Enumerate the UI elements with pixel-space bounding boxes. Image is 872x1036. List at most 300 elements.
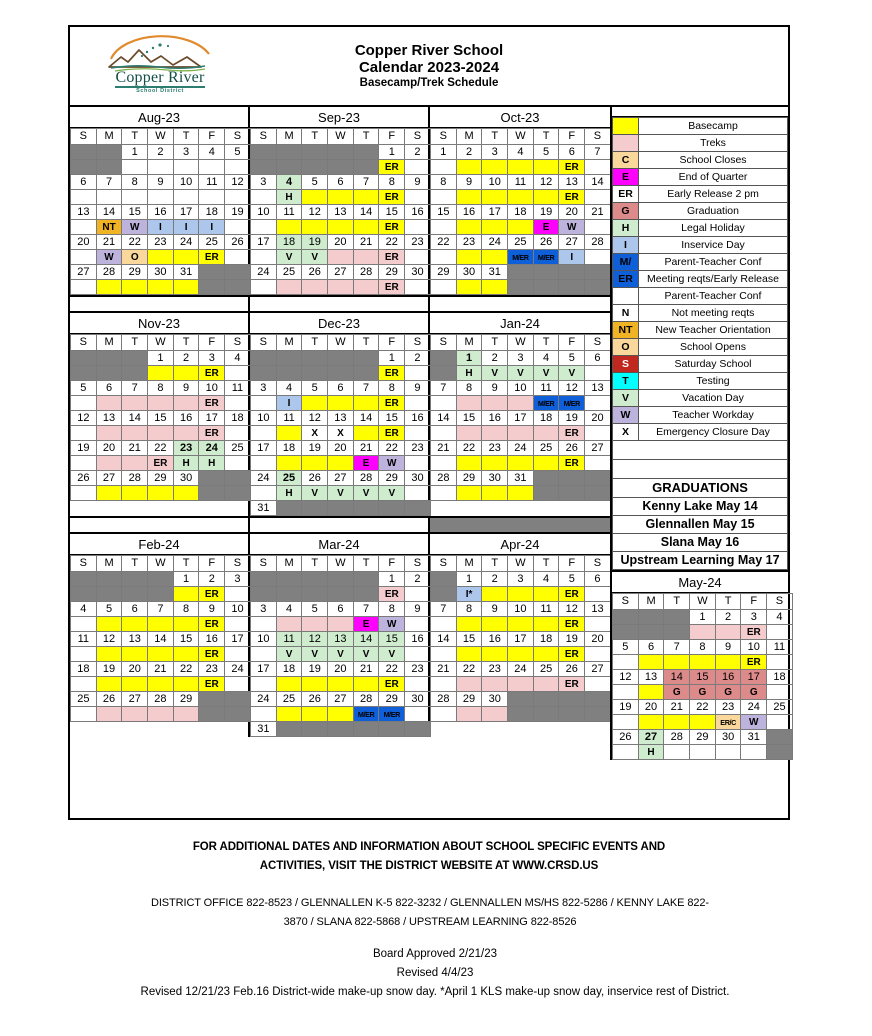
day-cell[interactable]: 13 bbox=[122, 632, 148, 647]
day-cell[interactable]: 10 bbox=[508, 602, 534, 617]
day-cell[interactable]: 6 bbox=[96, 381, 122, 396]
day-cell[interactable]: 16 bbox=[405, 411, 431, 426]
day-cell[interactable]: 2 bbox=[173, 351, 199, 366]
day-cell[interactable]: 5 bbox=[559, 572, 585, 587]
day-cell[interactable]: 11 bbox=[276, 632, 302, 647]
day-cell[interactable]: 3 bbox=[173, 145, 199, 160]
day-cell[interactable]: 29 bbox=[431, 265, 457, 280]
day-cell[interactable]: 23 bbox=[405, 441, 431, 456]
day-cell[interactable]: 21 bbox=[148, 662, 174, 677]
day-cell[interactable]: 28 bbox=[585, 235, 611, 250]
day-cell[interactable]: 14 bbox=[585, 175, 611, 190]
day-cell[interactable]: 18 bbox=[533, 632, 559, 647]
day-cell[interactable]: 7 bbox=[122, 381, 148, 396]
day-cell[interactable]: 27 bbox=[585, 441, 611, 456]
day-cell[interactable]: 5 bbox=[302, 175, 328, 190]
day-cell[interactable]: 22 bbox=[379, 441, 405, 456]
day-cell[interactable]: 20 bbox=[585, 632, 611, 647]
day-cell[interactable]: 5 bbox=[71, 381, 97, 396]
day-cell[interactable]: 8 bbox=[690, 640, 716, 655]
day-cell[interactable]: 22 bbox=[379, 662, 405, 677]
day-cell[interactable]: 28 bbox=[96, 265, 122, 280]
day-cell[interactable]: 31 bbox=[251, 501, 277, 516]
day-cell[interactable]: 18 bbox=[276, 441, 302, 456]
day-cell[interactable]: 1 bbox=[431, 145, 457, 160]
day-cell[interactable]: 1 bbox=[379, 351, 405, 366]
day-cell[interactable]: 7 bbox=[96, 175, 122, 190]
day-cell[interactable]: 24 bbox=[251, 471, 277, 486]
day-cell[interactable]: 12 bbox=[71, 411, 97, 426]
day-cell[interactable]: 28 bbox=[431, 471, 457, 486]
day-cell[interactable]: 17 bbox=[482, 205, 508, 220]
day-cell[interactable]: 19 bbox=[302, 441, 328, 456]
day-cell[interactable]: 6 bbox=[585, 572, 611, 587]
day-cell[interactable]: 26 bbox=[96, 692, 122, 707]
day-cell[interactable]: 8 bbox=[456, 381, 482, 396]
day-cell[interactable]: 7 bbox=[148, 602, 174, 617]
day-cell[interactable]: 4 bbox=[533, 572, 559, 587]
day-cell[interactable]: 25 bbox=[508, 235, 534, 250]
day-cell[interactable]: 22 bbox=[690, 700, 716, 715]
day-cell[interactable]: 25 bbox=[225, 441, 251, 456]
day-cell[interactable]: 24 bbox=[508, 441, 534, 456]
day-cell[interactable]: 14 bbox=[122, 411, 148, 426]
day-cell[interactable]: 21 bbox=[664, 700, 690, 715]
day-cell[interactable]: 23 bbox=[715, 700, 741, 715]
day-cell[interactable]: 17 bbox=[508, 411, 534, 426]
day-cell[interactable]: 19 bbox=[225, 205, 251, 220]
day-cell[interactable]: 15 bbox=[456, 632, 482, 647]
day-cell[interactable]: 30 bbox=[456, 265, 482, 280]
day-cell[interactable]: 27 bbox=[559, 235, 585, 250]
day-cell[interactable]: 1 bbox=[690, 610, 716, 625]
day-cell[interactable]: 12 bbox=[559, 602, 585, 617]
day-cell[interactable]: 8 bbox=[173, 602, 199, 617]
day-cell[interactable]: 31 bbox=[482, 265, 508, 280]
day-cell[interactable]: 15 bbox=[431, 205, 457, 220]
day-cell[interactable]: 24 bbox=[508, 662, 534, 677]
day-cell[interactable]: 9 bbox=[715, 640, 741, 655]
day-cell[interactable]: 1 bbox=[173, 572, 199, 587]
day-cell[interactable]: 30 bbox=[405, 471, 431, 486]
day-cell[interactable]: 20 bbox=[71, 235, 97, 250]
day-cell[interactable]: 22 bbox=[456, 662, 482, 677]
day-cell[interactable]: 7 bbox=[353, 175, 379, 190]
day-cell[interactable]: 14 bbox=[664, 670, 690, 685]
day-cell[interactable]: 4 bbox=[276, 175, 302, 190]
day-cell[interactable]: 13 bbox=[559, 175, 585, 190]
day-cell[interactable]: 12 bbox=[302, 632, 328, 647]
day-cell[interactable]: 23 bbox=[482, 441, 508, 456]
day-cell[interactable]: 26 bbox=[559, 441, 585, 456]
day-cell[interactable]: 11 bbox=[276, 205, 302, 220]
day-cell[interactable]: 25 bbox=[276, 265, 302, 280]
day-cell[interactable]: 9 bbox=[405, 381, 431, 396]
day-cell[interactable]: 13 bbox=[328, 411, 354, 426]
day-cell[interactable]: 22 bbox=[122, 235, 148, 250]
day-cell[interactable]: 10 bbox=[251, 411, 277, 426]
day-cell[interactable]: 24 bbox=[251, 265, 277, 280]
day-cell[interactable]: 9 bbox=[173, 381, 199, 396]
day-cell[interactable]: 29 bbox=[456, 471, 482, 486]
day-cell[interactable]: 5 bbox=[302, 602, 328, 617]
day-cell[interactable]: 2 bbox=[148, 145, 174, 160]
day-cell[interactable]: 23 bbox=[482, 662, 508, 677]
day-cell[interactable]: 11 bbox=[533, 602, 559, 617]
day-cell[interactable]: 23 bbox=[199, 662, 225, 677]
day-cell[interactable]: 28 bbox=[664, 730, 690, 745]
day-cell[interactable]: 10 bbox=[225, 602, 251, 617]
day-cell[interactable]: 24 bbox=[251, 692, 277, 707]
day-cell[interactable]: 11 bbox=[508, 175, 534, 190]
day-cell[interactable]: 14 bbox=[431, 411, 457, 426]
day-cell[interactable]: 17 bbox=[173, 205, 199, 220]
day-cell[interactable]: 20 bbox=[122, 662, 148, 677]
day-cell[interactable]: 30 bbox=[173, 471, 199, 486]
day-cell[interactable]: 3 bbox=[508, 572, 534, 587]
day-cell[interactable]: 6 bbox=[559, 145, 585, 160]
day-cell[interactable]: 11 bbox=[533, 381, 559, 396]
day-cell[interactable]: 21 bbox=[431, 441, 457, 456]
day-cell[interactable]: 13 bbox=[328, 632, 354, 647]
day-cell[interactable]: 13 bbox=[585, 381, 611, 396]
day-cell[interactable]: 28 bbox=[122, 471, 148, 486]
day-cell[interactable]: 26 bbox=[225, 235, 251, 250]
day-cell[interactable]: 29 bbox=[148, 471, 174, 486]
day-cell[interactable]: 9 bbox=[405, 175, 431, 190]
day-cell[interactable]: 12 bbox=[225, 175, 251, 190]
day-cell[interactable]: 31 bbox=[251, 722, 277, 737]
day-cell[interactable]: 9 bbox=[199, 602, 225, 617]
day-cell[interactable]: 17 bbox=[251, 441, 277, 456]
day-cell[interactable]: 27 bbox=[638, 730, 664, 745]
day-cell[interactable]: 29 bbox=[690, 730, 716, 745]
day-cell[interactable]: 28 bbox=[353, 265, 379, 280]
day-cell[interactable]: 22 bbox=[173, 662, 199, 677]
day-cell[interactable]: 21 bbox=[431, 662, 457, 677]
day-cell[interactable]: 27 bbox=[328, 265, 354, 280]
day-cell[interactable]: 3 bbox=[741, 610, 767, 625]
day-cell[interactable]: 19 bbox=[302, 662, 328, 677]
day-cell[interactable]: 20 bbox=[328, 235, 354, 250]
day-cell[interactable]: 25 bbox=[533, 662, 559, 677]
day-cell[interactable]: 3 bbox=[251, 602, 277, 617]
day-cell[interactable]: 26 bbox=[71, 471, 97, 486]
day-cell[interactable]: 17 bbox=[251, 662, 277, 677]
day-cell[interactable]: 8 bbox=[379, 381, 405, 396]
day-cell[interactable]: 13 bbox=[96, 411, 122, 426]
day-cell[interactable]: 4 bbox=[508, 145, 534, 160]
day-cell[interactable]: 20 bbox=[328, 441, 354, 456]
day-cell[interactable]: 7 bbox=[664, 640, 690, 655]
day-cell[interactable]: 27 bbox=[71, 265, 97, 280]
day-cell[interactable]: 13 bbox=[328, 205, 354, 220]
day-cell[interactable]: 5 bbox=[96, 602, 122, 617]
day-cell[interactable]: 28 bbox=[353, 471, 379, 486]
day-cell[interactable]: 17 bbox=[199, 411, 225, 426]
day-cell[interactable]: 16 bbox=[199, 632, 225, 647]
day-cell[interactable]: 20 bbox=[638, 700, 664, 715]
day-cell[interactable]: 20 bbox=[585, 411, 611, 426]
day-cell[interactable]: 12 bbox=[96, 632, 122, 647]
day-cell[interactable]: 25 bbox=[276, 692, 302, 707]
day-cell[interactable]: 13 bbox=[71, 205, 97, 220]
day-cell[interactable]: 19 bbox=[71, 441, 97, 456]
day-cell[interactable]: 22 bbox=[431, 235, 457, 250]
day-cell[interactable]: 2 bbox=[482, 351, 508, 366]
day-cell[interactable]: 18 bbox=[276, 235, 302, 250]
day-cell[interactable]: 28 bbox=[148, 692, 174, 707]
day-cell[interactable]: 25 bbox=[276, 471, 302, 486]
day-cell[interactable]: 16 bbox=[405, 205, 431, 220]
day-cell[interactable]: 25 bbox=[767, 700, 793, 715]
day-cell[interactable]: 29 bbox=[456, 692, 482, 707]
day-cell[interactable]: 3 bbox=[199, 351, 225, 366]
day-cell[interactable]: 16 bbox=[715, 670, 741, 685]
day-cell[interactable]: 19 bbox=[559, 632, 585, 647]
day-cell[interactable]: 20 bbox=[96, 441, 122, 456]
day-cell[interactable]: 27 bbox=[96, 471, 122, 486]
day-cell[interactable]: 30 bbox=[405, 265, 431, 280]
day-cell[interactable]: 4 bbox=[767, 610, 793, 625]
day-cell[interactable]: 3 bbox=[482, 145, 508, 160]
day-cell[interactable]: 21 bbox=[585, 205, 611, 220]
day-cell[interactable]: 15 bbox=[379, 632, 405, 647]
day-cell[interactable]: 17 bbox=[225, 632, 251, 647]
day-cell[interactable]: 1 bbox=[122, 145, 148, 160]
day-cell[interactable]: 24 bbox=[482, 235, 508, 250]
day-cell[interactable]: 19 bbox=[96, 662, 122, 677]
day-cell[interactable]: 26 bbox=[302, 692, 328, 707]
day-cell[interactable]: 1 bbox=[456, 572, 482, 587]
day-cell[interactable]: 5 bbox=[613, 640, 639, 655]
day-cell[interactable]: 1 bbox=[379, 572, 405, 587]
day-cell[interactable]: 16 bbox=[148, 205, 174, 220]
day-cell[interactable]: 26 bbox=[559, 662, 585, 677]
day-cell[interactable]: 20 bbox=[328, 662, 354, 677]
day-cell[interactable]: 29 bbox=[379, 692, 405, 707]
day-cell[interactable]: 11 bbox=[276, 411, 302, 426]
day-cell[interactable]: 28 bbox=[353, 692, 379, 707]
day-cell[interactable]: 4 bbox=[71, 602, 97, 617]
day-cell[interactable]: 31 bbox=[508, 471, 534, 486]
day-cell[interactable]: 10 bbox=[251, 632, 277, 647]
day-cell[interactable]: 2 bbox=[199, 572, 225, 587]
day-cell[interactable]: 31 bbox=[173, 265, 199, 280]
day-cell[interactable]: 27 bbox=[328, 692, 354, 707]
day-cell[interactable]: 5 bbox=[559, 351, 585, 366]
day-cell[interactable]: 14 bbox=[353, 411, 379, 426]
day-cell[interactable]: 18 bbox=[199, 205, 225, 220]
day-cell[interactable]: 12 bbox=[302, 205, 328, 220]
day-cell[interactable]: 23 bbox=[405, 662, 431, 677]
day-cell[interactable]: 7 bbox=[353, 381, 379, 396]
day-cell[interactable]: 17 bbox=[741, 670, 767, 685]
day-cell[interactable]: 16 bbox=[482, 411, 508, 426]
day-cell[interactable]: 15 bbox=[379, 411, 405, 426]
day-cell[interactable]: 8 bbox=[122, 175, 148, 190]
day-cell[interactable]: 9 bbox=[148, 175, 174, 190]
day-cell[interactable]: 26 bbox=[302, 471, 328, 486]
day-cell[interactable]: 1 bbox=[148, 351, 174, 366]
day-cell[interactable]: 5 bbox=[302, 381, 328, 396]
day-cell[interactable]: 9 bbox=[405, 602, 431, 617]
day-cell[interactable]: 4 bbox=[225, 351, 251, 366]
day-cell[interactable]: 15 bbox=[148, 411, 174, 426]
day-cell[interactable]: 14 bbox=[353, 205, 379, 220]
day-cell[interactable]: 15 bbox=[456, 411, 482, 426]
day-cell[interactable]: 10 bbox=[508, 381, 534, 396]
day-cell[interactable]: 1 bbox=[456, 351, 482, 366]
day-cell[interactable]: 2 bbox=[405, 572, 431, 587]
day-cell[interactable]: 15 bbox=[379, 205, 405, 220]
day-cell[interactable]: 7 bbox=[353, 602, 379, 617]
day-cell[interactable]: 19 bbox=[533, 205, 559, 220]
day-cell[interactable]: 28 bbox=[431, 692, 457, 707]
day-cell[interactable]: 7 bbox=[431, 602, 457, 617]
day-cell[interactable]: 27 bbox=[585, 662, 611, 677]
day-cell[interactable]: 15 bbox=[173, 632, 199, 647]
day-cell[interactable]: 18 bbox=[533, 411, 559, 426]
day-cell[interactable]: 12 bbox=[613, 670, 639, 685]
day-cell[interactable]: 8 bbox=[379, 175, 405, 190]
day-cell[interactable]: 13 bbox=[585, 602, 611, 617]
day-cell[interactable]: 1 bbox=[379, 145, 405, 160]
day-cell[interactable]: 26 bbox=[302, 265, 328, 280]
day-cell[interactable]: 6 bbox=[585, 351, 611, 366]
day-cell[interactable]: 21 bbox=[122, 441, 148, 456]
day-cell[interactable]: 9 bbox=[482, 381, 508, 396]
day-cell[interactable]: 2 bbox=[715, 610, 741, 625]
day-cell[interactable]: 11 bbox=[199, 175, 225, 190]
day-cell[interactable]: 5 bbox=[533, 145, 559, 160]
day-cell[interactable]: 14 bbox=[148, 632, 174, 647]
day-cell[interactable]: 4 bbox=[533, 351, 559, 366]
day-cell[interactable]: 7 bbox=[585, 145, 611, 160]
day-cell[interactable]: 22 bbox=[148, 441, 174, 456]
day-cell[interactable]: 6 bbox=[638, 640, 664, 655]
day-cell[interactable]: 18 bbox=[225, 411, 251, 426]
day-cell[interactable]: 23 bbox=[405, 235, 431, 250]
day-cell[interactable]: 8 bbox=[148, 381, 174, 396]
day-cell[interactable]: 2 bbox=[456, 145, 482, 160]
day-cell[interactable]: 24 bbox=[199, 441, 225, 456]
day-cell[interactable]: 19 bbox=[559, 411, 585, 426]
day-cell[interactable]: 24 bbox=[741, 700, 767, 715]
day-cell[interactable]: 30 bbox=[715, 730, 741, 745]
day-cell[interactable]: 26 bbox=[613, 730, 639, 745]
day-cell[interactable]: 6 bbox=[122, 602, 148, 617]
day-cell[interactable]: 20 bbox=[559, 205, 585, 220]
day-cell[interactable]: 11 bbox=[225, 381, 251, 396]
day-cell[interactable]: 16 bbox=[405, 632, 431, 647]
day-cell[interactable]: 10 bbox=[741, 640, 767, 655]
day-cell[interactable]: 14 bbox=[353, 632, 379, 647]
day-cell[interactable]: 11 bbox=[767, 640, 793, 655]
day-cell[interactable]: 25 bbox=[199, 235, 225, 250]
day-cell[interactable]: 10 bbox=[199, 381, 225, 396]
day-cell[interactable]: 6 bbox=[328, 381, 354, 396]
day-cell[interactable]: 6 bbox=[328, 175, 354, 190]
day-cell[interactable]: 24 bbox=[173, 235, 199, 250]
day-cell[interactable]: 15 bbox=[690, 670, 716, 685]
day-cell[interactable]: 17 bbox=[508, 632, 534, 647]
day-cell[interactable]: 29 bbox=[122, 265, 148, 280]
day-cell[interactable]: 29 bbox=[379, 471, 405, 486]
day-cell[interactable]: 9 bbox=[456, 175, 482, 190]
day-cell[interactable]: 16 bbox=[456, 205, 482, 220]
day-cell[interactable]: 23 bbox=[456, 235, 482, 250]
day-cell[interactable]: 24 bbox=[225, 662, 251, 677]
day-cell[interactable]: 13 bbox=[638, 670, 664, 685]
day-cell[interactable]: 5 bbox=[225, 145, 251, 160]
day-cell[interactable]: 3 bbox=[251, 381, 277, 396]
day-cell[interactable]: 18 bbox=[71, 662, 97, 677]
day-cell[interactable]: 22 bbox=[379, 235, 405, 250]
day-cell[interactable]: 7 bbox=[431, 381, 457, 396]
day-cell[interactable]: 4 bbox=[276, 381, 302, 396]
day-cell[interactable]: 23 bbox=[148, 235, 174, 250]
day-cell[interactable]: 10 bbox=[251, 205, 277, 220]
day-cell[interactable]: 6 bbox=[71, 175, 97, 190]
day-cell[interactable]: 10 bbox=[173, 175, 199, 190]
day-cell[interactable]: 23 bbox=[173, 441, 199, 456]
day-cell[interactable]: 8 bbox=[431, 175, 457, 190]
day-cell[interactable]: 18 bbox=[767, 670, 793, 685]
day-cell[interactable]: 19 bbox=[302, 235, 328, 250]
day-cell[interactable]: 12 bbox=[559, 381, 585, 396]
day-cell[interactable]: 30 bbox=[482, 692, 508, 707]
day-cell[interactable]: 18 bbox=[508, 205, 534, 220]
day-cell[interactable]: 9 bbox=[482, 602, 508, 617]
day-cell[interactable]: 30 bbox=[405, 692, 431, 707]
day-cell[interactable]: 3 bbox=[225, 572, 251, 587]
day-cell[interactable]: 25 bbox=[533, 441, 559, 456]
day-cell[interactable]: 31 bbox=[741, 730, 767, 745]
day-cell[interactable]: 21 bbox=[353, 662, 379, 677]
day-cell[interactable]: 11 bbox=[71, 632, 97, 647]
day-cell[interactable]: 17 bbox=[251, 235, 277, 250]
day-cell[interactable]: 12 bbox=[302, 411, 328, 426]
day-cell[interactable]: 27 bbox=[122, 692, 148, 707]
day-cell[interactable]: 21 bbox=[96, 235, 122, 250]
day-cell[interactable]: 4 bbox=[276, 602, 302, 617]
day-cell[interactable]: 29 bbox=[173, 692, 199, 707]
day-cell[interactable]: 25 bbox=[71, 692, 97, 707]
day-cell[interactable]: 21 bbox=[353, 235, 379, 250]
day-cell[interactable]: 26 bbox=[533, 235, 559, 250]
day-cell[interactable]: 21 bbox=[353, 441, 379, 456]
day-cell[interactable]: 6 bbox=[328, 602, 354, 617]
day-cell[interactable]: 8 bbox=[379, 602, 405, 617]
day-cell[interactable]: 19 bbox=[613, 700, 639, 715]
day-cell[interactable]: 3 bbox=[508, 351, 534, 366]
day-cell[interactable]: 22 bbox=[456, 441, 482, 456]
day-cell[interactable]: 18 bbox=[276, 662, 302, 677]
day-cell[interactable]: 2 bbox=[482, 572, 508, 587]
day-cell[interactable]: 12 bbox=[533, 175, 559, 190]
day-cell[interactable]: 2 bbox=[405, 145, 431, 160]
day-cell[interactable]: 10 bbox=[482, 175, 508, 190]
day-cell[interactable]: 16 bbox=[482, 632, 508, 647]
day-cell[interactable]: 29 bbox=[379, 265, 405, 280]
day-cell[interactable]: 2 bbox=[405, 351, 431, 366]
day-cell[interactable]: 8 bbox=[456, 602, 482, 617]
day-cell[interactable]: 30 bbox=[148, 265, 174, 280]
day-cell[interactable]: 27 bbox=[328, 471, 354, 486]
day-cell[interactable]: 30 bbox=[482, 471, 508, 486]
day-cell[interactable]: 15 bbox=[122, 205, 148, 220]
